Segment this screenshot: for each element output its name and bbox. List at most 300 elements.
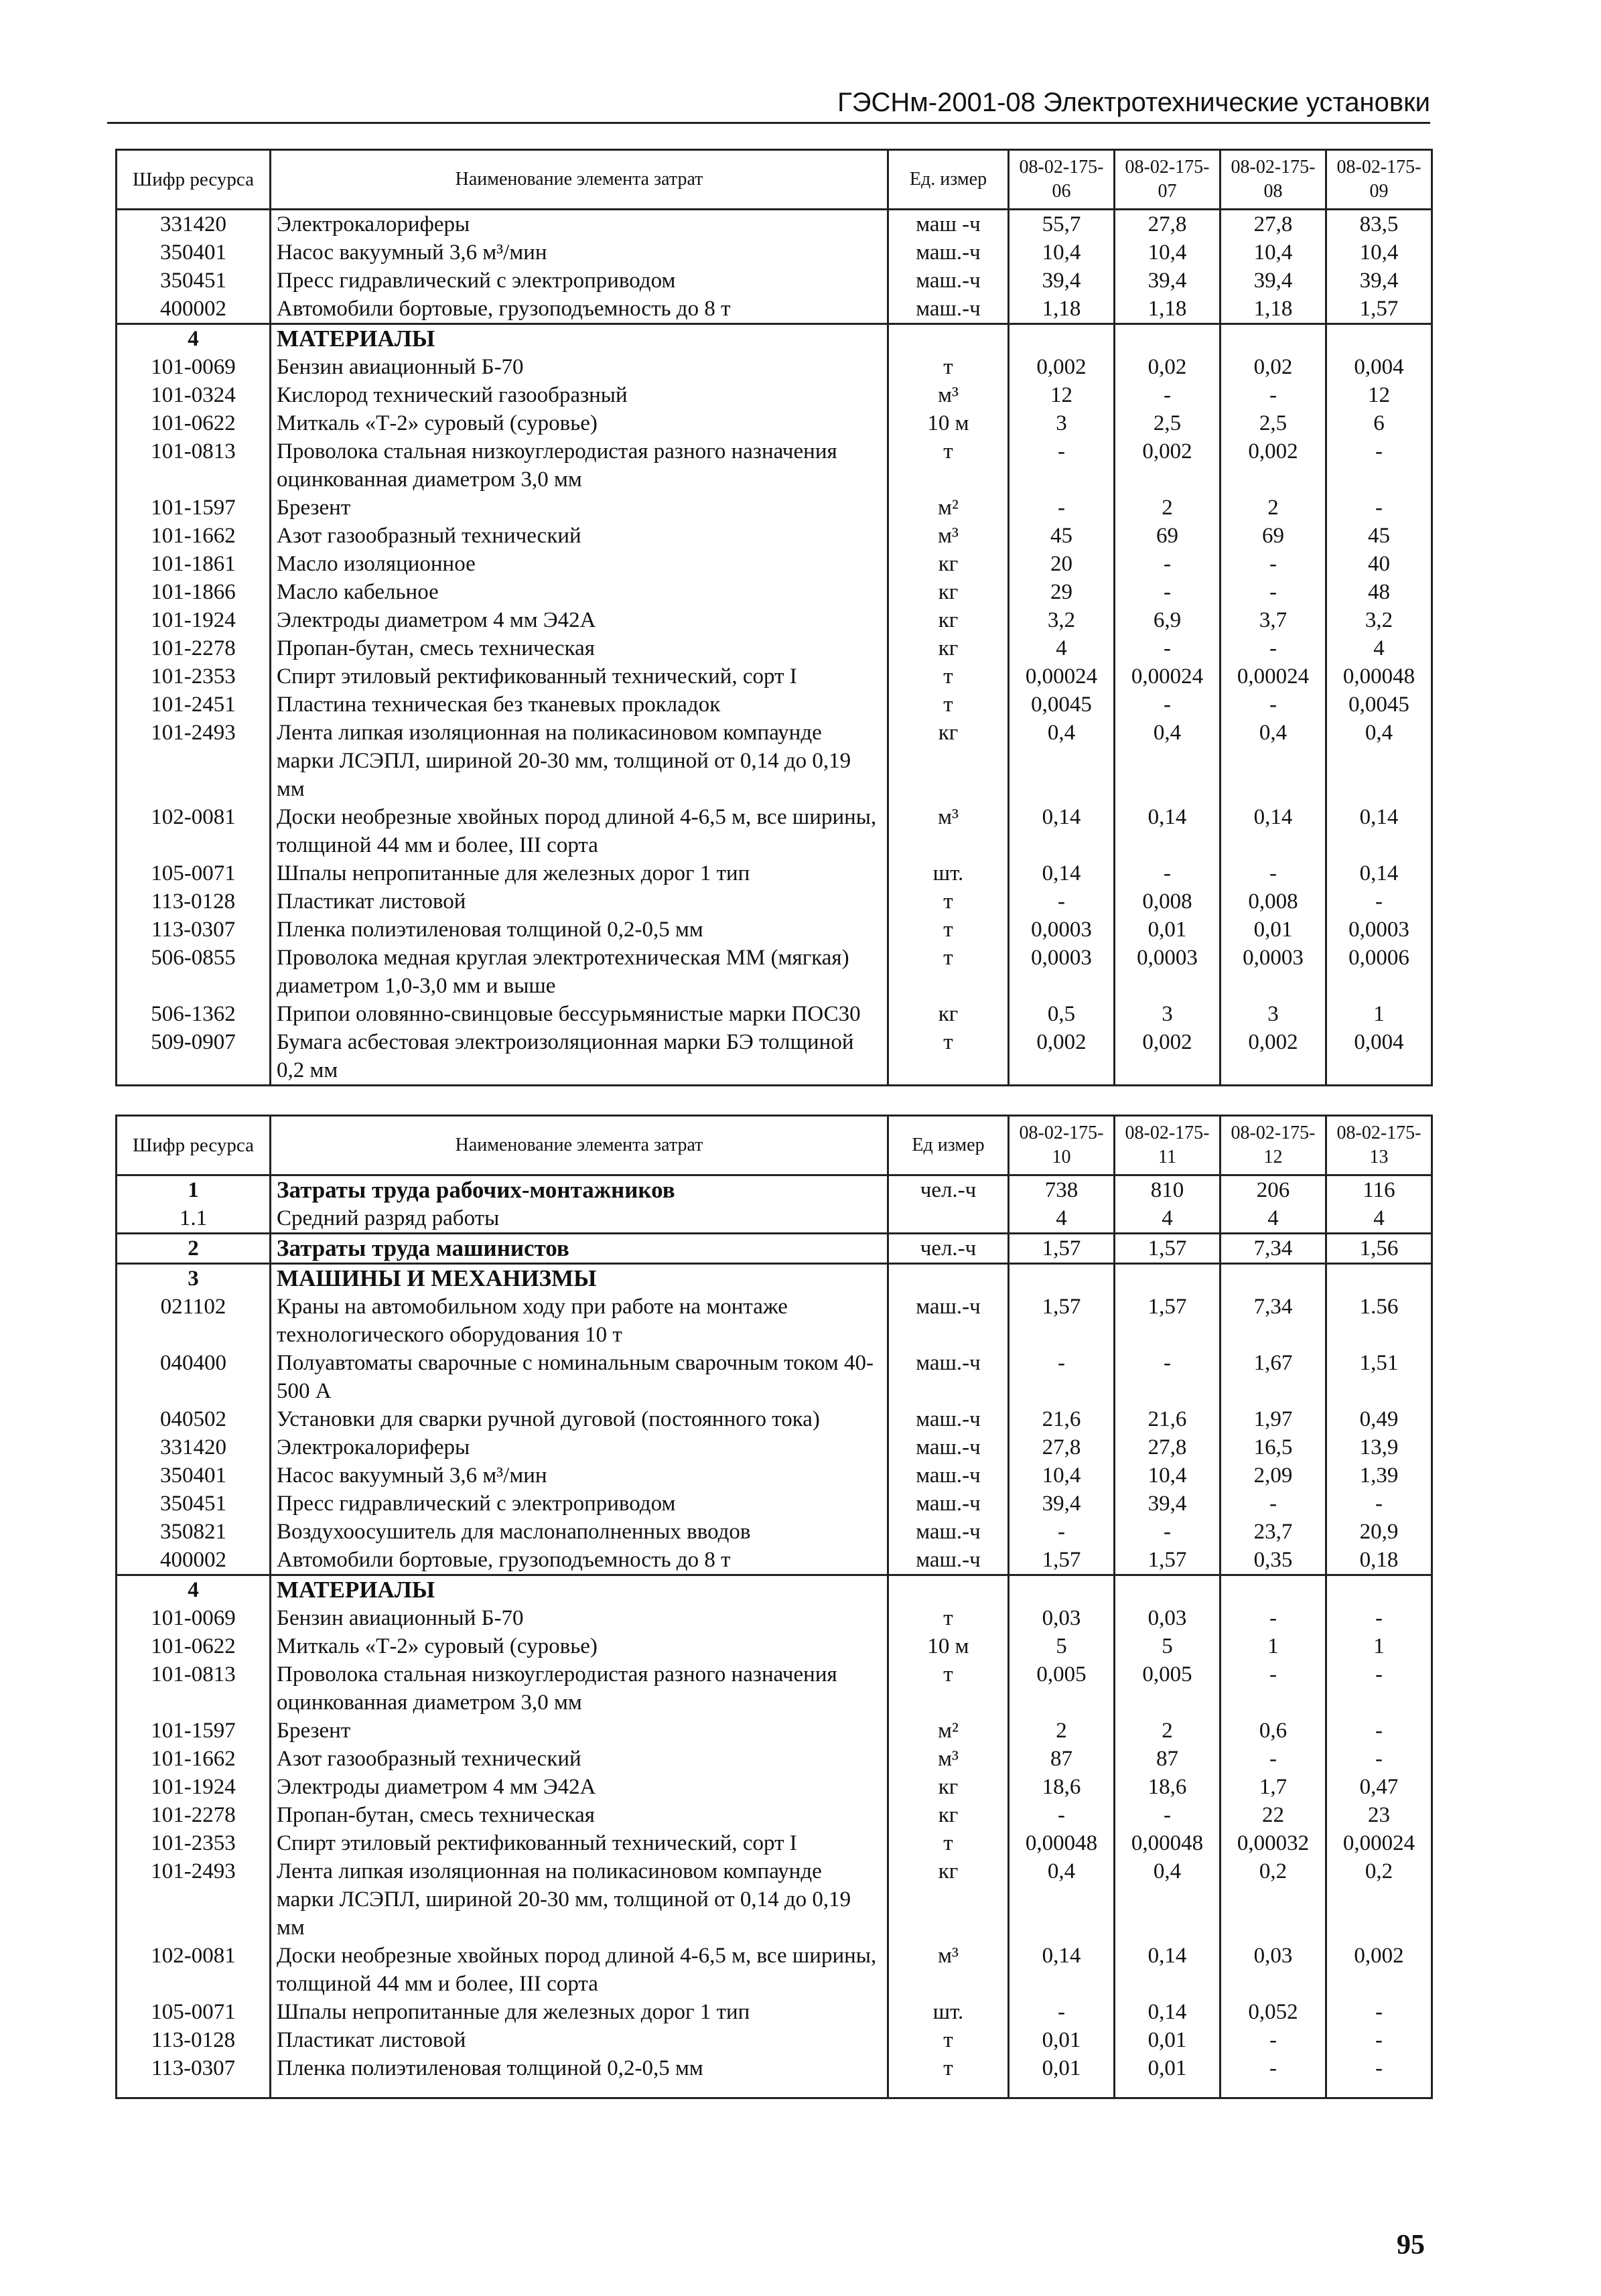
resource-unit: м² [888, 1717, 1009, 1745]
norm-value [1009, 324, 1115, 354]
table-row [117, 1518, 1432, 1546]
resource-unit: маш.-ч [888, 1349, 1009, 1405]
resource-name: Электрокалориферы [271, 210, 888, 239]
resource-unit: т [888, 2054, 1009, 2098]
table-row [117, 1546, 1432, 1575]
norm-value: - [1009, 1998, 1115, 2026]
norm-value [1115, 1575, 1221, 1605]
resource-code: 101-1924 [117, 1773, 271, 1801]
resource-code: 105-0071 [117, 1998, 271, 2026]
resource-name: Проволока стальная низкоуглеродистая разного назначения оцинкованная диаметром 3,0 мм [271, 437, 888, 494]
resource-name: Доски необрезные хвойных пород длиной 4-6,5 м, все ширины, толщиной 44 мм и более, III сорта [271, 1942, 888, 1998]
norm-value: 29 [1009, 578, 1115, 606]
norm-value: - [1326, 2054, 1432, 2098]
norm-value: - [1326, 437, 1432, 494]
norm-value: 0,01 [1221, 916, 1326, 944]
resource-code: 1 [117, 1175, 271, 1205]
col-header-norm: 08-02-175-12 [1221, 1116, 1326, 1175]
norm-value: - [1221, 1490, 1326, 1518]
norm-value: 3 [1221, 1000, 1326, 1028]
resource-table-2 [115, 1115, 1433, 2099]
norm-value: - [1326, 1490, 1432, 1518]
resource-name: МАТЕРИАЛЫ [271, 1575, 888, 1605]
norm-value: - [1115, 859, 1221, 887]
norm-value: - [1115, 550, 1221, 578]
norm-value: 1,57 [1009, 1546, 1115, 1575]
table-row [117, 550, 1432, 578]
norm-value: 0,4 [1221, 719, 1326, 803]
norm-value: - [1326, 494, 1432, 522]
norm-value: 738 [1009, 1175, 1115, 1205]
norm-value [1326, 1264, 1432, 1293]
norm-value: 13,9 [1326, 1433, 1432, 1461]
resource-unit: маш -ч [888, 210, 1009, 239]
norm-value: 0,5 [1009, 1000, 1115, 1028]
norm-value: - [1221, 1604, 1326, 1632]
table-row [117, 210, 1432, 239]
norm-value: 4 [1009, 1204, 1115, 1234]
norm-value: 69 [1115, 522, 1221, 550]
resource-unit: чел.-ч [888, 1234, 1009, 1264]
norm-value: 69 [1221, 522, 1326, 550]
resource-code: 101-2493 [117, 719, 271, 803]
norm-value: 0,0003 [1115, 944, 1221, 1000]
table-header-row [117, 1116, 1432, 1175]
col-header-norm: 08-02-175-06 [1009, 150, 1115, 210]
norm-value: 1,56 [1326, 1234, 1432, 1264]
norm-value: - [1115, 1801, 1221, 1829]
table-header-row [117, 150, 1432, 210]
norm-value: 0,0003 [1009, 944, 1115, 1000]
table-row [117, 1717, 1432, 1745]
norm-value: 5 [1009, 1632, 1115, 1660]
norm-value: 23,7 [1221, 1518, 1326, 1546]
norm-value: 4 [1115, 1204, 1221, 1234]
table-row [117, 887, 1432, 916]
norm-value: 0,00032 [1221, 1829, 1326, 1857]
resource-name: Проволока стальная низкоуглеродистая разного назначения оцинкованная диаметром 3,0 мм [271, 1660, 888, 1717]
table-row [117, 1204, 1432, 1234]
table-body [117, 210, 1432, 1086]
norm-value: 27,8 [1221, 210, 1326, 239]
norm-value: 2,09 [1221, 1461, 1326, 1490]
norm-value: 6 [1326, 409, 1432, 437]
norm-value: 0,14 [1009, 803, 1115, 859]
table-row [117, 1405, 1432, 1433]
resource-name: Установки для сварки ручной дуговой (постоянного тока) [271, 1405, 888, 1433]
resource-name: Затраты труда рабочих-монтажников [271, 1175, 888, 1205]
norm-value: 0,00024 [1221, 662, 1326, 691]
section-row [117, 1234, 1432, 1264]
norm-value: - [1221, 859, 1326, 887]
resource-code: 101-1861 [117, 550, 271, 578]
resource-unit: т [888, 1028, 1009, 1086]
norm-value: 3 [1009, 409, 1115, 437]
norm-value: - [1009, 1801, 1115, 1829]
norm-value: 0,49 [1326, 1405, 1432, 1433]
resource-unit: кг [888, 1801, 1009, 1829]
norm-value: 5 [1115, 1632, 1221, 1660]
resource-unit: маш.-ч [888, 1433, 1009, 1461]
resource-code: 506-1362 [117, 1000, 271, 1028]
table-row [117, 1632, 1432, 1660]
norm-value: 0,0045 [1326, 691, 1432, 719]
resource-code: 350451 [117, 1490, 271, 1518]
resource-unit: кг [888, 1773, 1009, 1801]
col-header-code: Шифр ресурса [117, 1116, 271, 1175]
resource-unit: кг [888, 1000, 1009, 1028]
resource-code: 2 [117, 1234, 271, 1264]
norm-value: 0,14 [1115, 803, 1221, 859]
col-header-code: Шифр ресурса [117, 150, 271, 210]
resource-name: Бензин авиационный Б-70 [271, 353, 888, 381]
norm-value: 0,35 [1221, 1546, 1326, 1575]
col-header-norm: 08-02-175-08 [1221, 150, 1326, 210]
norm-value: 39,4 [1221, 267, 1326, 295]
norm-value: 3 [1115, 1000, 1221, 1028]
norm-value: - [1009, 1349, 1115, 1405]
section-row [117, 1264, 1432, 1293]
norm-value: 0,0045 [1009, 691, 1115, 719]
norm-value: 48 [1326, 578, 1432, 606]
page-number: 95 [1397, 2230, 1425, 2261]
resource-code: 101-2493 [117, 1857, 271, 1942]
col-header-norm: 08-02-175-10 [1009, 1116, 1115, 1175]
table-row [117, 606, 1432, 634]
norm-value: 0,4 [1115, 719, 1221, 803]
resource-name: Средний разряд работы [271, 1204, 888, 1234]
resource-code: 3 [117, 1264, 271, 1293]
resource-name: Спирт этиловый ректификованный технический, сорт I [271, 662, 888, 691]
norm-value: - [1221, 578, 1326, 606]
resource-unit: т [888, 662, 1009, 691]
norm-value: 0,0003 [1326, 916, 1432, 944]
norm-value: 1,57 [1115, 1234, 1221, 1264]
norm-value: - [1221, 2054, 1326, 2098]
resource-unit: маш.-ч [888, 1461, 1009, 1490]
resource-name: Лента липкая изоляционная на поликасиновом компаунде марки ЛСЭПЛ, шириной 20-30 мм, толщиной от 0,14 до 0,19 мм [271, 1857, 888, 1942]
norm-value: 0,01 [1115, 2026, 1221, 2054]
table-row [117, 409, 1432, 437]
table-row [117, 522, 1432, 550]
table-row [117, 1490, 1432, 1518]
resource-code: 331420 [117, 210, 271, 239]
resource-code: 101-1662 [117, 522, 271, 550]
norm-value: - [1009, 887, 1115, 916]
resource-name: Проволока медная круглая электротехническая ММ (мягкая) диаметром 1,0-3,0 мм и выше [271, 944, 888, 1000]
resource-code: 101-0069 [117, 1604, 271, 1632]
resource-name: Пленка полиэтиленовая толщиной 0,2-0,5 мм [271, 2054, 888, 2098]
norm-value: 0,47 [1326, 1773, 1432, 1801]
resource-name: Пластикат листовой [271, 887, 888, 916]
resource-name: Электроды диаметром 4 мм Э42А [271, 606, 888, 634]
resource-name: Масло кабельное [271, 578, 888, 606]
resource-name: Пропан-бутан, смесь техническая [271, 634, 888, 662]
resource-code: 506-0855 [117, 944, 271, 1000]
norm-value: - [1221, 550, 1326, 578]
section-row [117, 1575, 1432, 1605]
resource-name: Электрокалориферы [271, 1433, 888, 1461]
norm-value: 0,01 [1009, 2054, 1115, 2098]
norm-value: 45 [1326, 522, 1432, 550]
resource-unit: т [888, 1829, 1009, 1857]
norm-value: 0,14 [1115, 1942, 1221, 1998]
norm-value: 0,4 [1009, 1857, 1115, 1942]
norm-value: 4 [1221, 1204, 1326, 1234]
norm-value: 0,02 [1221, 353, 1326, 381]
norm-value: 16,5 [1221, 1433, 1326, 1461]
table-row [117, 1745, 1432, 1773]
resource-code: 4 [117, 1575, 271, 1605]
resource-code: 1.1 [117, 1204, 271, 1234]
norm-value: 2 [1115, 1717, 1221, 1745]
norm-value: 39,4 [1009, 267, 1115, 295]
table-row [117, 662, 1432, 691]
resource-name: Пленка полиэтиленовая толщиной 0,2-0,5 мм [271, 916, 888, 944]
norm-value: 0,00024 [1009, 662, 1115, 691]
resource-name: Краны на автомобильном ходу при работе на монтаже технологического оборудования 10 т [271, 1293, 888, 1349]
norm-value: 45 [1009, 522, 1115, 550]
table-row [117, 691, 1432, 719]
resource-code: 021102 [117, 1293, 271, 1349]
norm-value: - [1326, 1660, 1432, 1717]
norm-value: - [1009, 1518, 1115, 1546]
resource-unit: т [888, 1660, 1009, 1717]
norm-value: - [1326, 1717, 1432, 1745]
resource-unit: т [888, 944, 1009, 1000]
norm-value: 27,8 [1115, 210, 1221, 239]
resource-code: 4 [117, 324, 271, 354]
page-header [107, 86, 1430, 124]
norm-value: 0,14 [1326, 803, 1432, 859]
norm-value: 2,5 [1115, 409, 1221, 437]
norm-value: 0,002 [1326, 1942, 1432, 1998]
norm-value: 2,5 [1221, 409, 1326, 437]
norm-value: 6,9 [1115, 606, 1221, 634]
norm-value: 10,4 [1009, 1461, 1115, 1490]
resource-unit: т [888, 1604, 1009, 1632]
resource-table-1 [115, 149, 1433, 1086]
norm-value: 0,01 [1115, 2054, 1221, 2098]
section-row [117, 324, 1432, 354]
norm-value: 2 [1115, 494, 1221, 522]
norm-value: 0,002 [1009, 353, 1115, 381]
table-row [117, 1461, 1432, 1490]
norm-value: 0,14 [1009, 1942, 1115, 1998]
resource-code: 101-2353 [117, 662, 271, 691]
norm-value: 1,18 [1115, 295, 1221, 324]
resource-code: 113-0128 [117, 887, 271, 916]
col-header-norm: 08-02-175-13 [1326, 1116, 1432, 1175]
norm-value: 0,052 [1221, 1998, 1326, 2026]
norm-value: 1,57 [1115, 1546, 1221, 1575]
resource-name: Азот газообразный технический [271, 522, 888, 550]
resource-name: Воздухоосушитель для маслонаполненных вводов [271, 1518, 888, 1546]
norm-value: 4 [1009, 634, 1115, 662]
norm-value: - [1326, 2026, 1432, 2054]
resource-name: Пропан-бутан, смесь техническая [271, 1801, 888, 1829]
norm-value: - [1009, 437, 1115, 494]
resource-code: 101-2451 [117, 691, 271, 719]
norm-value: 1 [1326, 1000, 1432, 1028]
resource-name: Насос вакуумный 3,6 м³/мин [271, 1461, 888, 1490]
norm-value: 0,00048 [1009, 1829, 1115, 1857]
norm-value: 7,34 [1221, 1293, 1326, 1349]
resource-unit: кг [888, 578, 1009, 606]
norm-value: 0,008 [1221, 887, 1326, 916]
norm-value: 0,002 [1009, 1028, 1115, 1086]
norm-value: - [1326, 1745, 1432, 1773]
resource-name: Миткаль «Т-2» суровый (суровье) [271, 1632, 888, 1660]
col-header-name: Наименование элемента затрат [271, 1116, 888, 1175]
norm-value: 10,4 [1326, 238, 1432, 267]
resource-unit: чел.-ч [888, 1175, 1009, 1205]
resource-unit: маш.-ч [888, 1546, 1009, 1575]
norm-value: 1,57 [1326, 295, 1432, 324]
norm-value: 10,4 [1009, 238, 1115, 267]
norm-value: 0,00024 [1326, 1829, 1432, 1857]
resource-unit [888, 1264, 1009, 1293]
table-row [117, 1857, 1432, 1942]
norm-value: - [1115, 578, 1221, 606]
resource-unit: м³ [888, 1942, 1009, 1998]
table-row [117, 437, 1432, 494]
norm-value: - [1115, 1349, 1221, 1405]
resource-code: 101-0622 [117, 1632, 271, 1660]
norm-value: 0,005 [1009, 1660, 1115, 1717]
resource-code: 101-2353 [117, 1829, 271, 1857]
resource-code: 101-2278 [117, 1801, 271, 1829]
resource-unit: т [888, 916, 1009, 944]
resource-name: Азот газообразный технический [271, 1745, 888, 1773]
resource-code: 350821 [117, 1518, 271, 1546]
resource-name: Бумага асбестовая электроизоляционная марки БЭ толщиной 0,2 мм [271, 1028, 888, 1086]
norm-value: 39,4 [1326, 267, 1432, 295]
table-row [117, 634, 1432, 662]
norm-value: 3,7 [1221, 606, 1326, 634]
norm-value: 40 [1326, 550, 1432, 578]
table-row [117, 295, 1432, 324]
resource-unit: маш.-ч [888, 1518, 1009, 1546]
norm-value: 12 [1009, 381, 1115, 409]
resource-name: Электроды диаметром 4 мм Э42А [271, 1773, 888, 1801]
resource-name: Автомобили бортовые, грузоподъемность до 8 т [271, 1546, 888, 1575]
norm-value: 3,2 [1326, 606, 1432, 634]
resource-code: 101-0069 [117, 353, 271, 381]
table-row [117, 1028, 1432, 1086]
table-row [117, 381, 1432, 409]
resource-unit: шт. [888, 1998, 1009, 2026]
table-row [117, 238, 1432, 267]
table-row [117, 1801, 1432, 1829]
norm-value: - [1221, 634, 1326, 662]
resource-code: 101-1662 [117, 1745, 271, 1773]
table-row [117, 719, 1432, 803]
table-row [117, 1000, 1432, 1028]
col-header-norm: 08-02-175-09 [1326, 150, 1432, 210]
resource-unit: 10 м [888, 1632, 1009, 1660]
resource-name: Шпалы непропитанные для железных дорог 1 тип [271, 1998, 888, 2026]
resource-name: МАШИНЫ И МЕХАНИЗМЫ [271, 1264, 888, 1293]
norm-value: 1,7 [1221, 1773, 1326, 1801]
table-row [117, 1829, 1432, 1857]
resource-name: Бензин авиационный Б-70 [271, 1604, 888, 1632]
table-row [117, 2026, 1432, 2054]
norm-value: 39,4 [1115, 267, 1221, 295]
resource-name: Брезент [271, 1717, 888, 1745]
resource-unit: т [888, 353, 1009, 381]
norm-value: 0,03 [1221, 1942, 1326, 1998]
norm-value: 27,8 [1009, 1433, 1115, 1461]
resource-unit: м³ [888, 1745, 1009, 1773]
resource-unit: т [888, 2026, 1009, 2054]
norm-value: 21,6 [1009, 1405, 1115, 1433]
norm-value: - [1221, 1745, 1326, 1773]
norm-value: 0,004 [1326, 353, 1432, 381]
col-header-name: Наименование элемента затрат [271, 150, 888, 210]
resource-code: 350401 [117, 238, 271, 267]
table-body [117, 1175, 1432, 2098]
norm-value: - [1221, 381, 1326, 409]
resource-name: Пресс гидравлический с электроприводом [271, 267, 888, 295]
resource-name: Доски необрезные хвойных пород длиной 4-6,5 м, все ширины, толщиной 44 мм и более, III сорта [271, 803, 888, 859]
table-row [117, 578, 1432, 606]
resource-code: 350451 [117, 267, 271, 295]
resource-unit: т [888, 691, 1009, 719]
norm-value: 22 [1221, 1801, 1326, 1829]
table-row [117, 944, 1432, 1000]
norm-value: 0,00048 [1115, 1829, 1221, 1857]
norm-value: 0,0003 [1221, 944, 1326, 1000]
norm-value: - [1115, 381, 1221, 409]
norm-value: 0,4 [1115, 1857, 1221, 1942]
resource-name: Брезент [271, 494, 888, 522]
norm-value: 810 [1115, 1175, 1221, 1205]
col-header-unit: Ед измер [888, 1116, 1009, 1175]
norm-value: 10,4 [1115, 238, 1221, 267]
resource-name: МАТЕРИАЛЫ [271, 324, 888, 354]
resource-code: 101-1597 [117, 494, 271, 522]
resource-code: 040400 [117, 1349, 271, 1405]
norm-value: 0,002 [1221, 1028, 1326, 1086]
norm-value [1221, 1575, 1326, 1605]
resource-unit: шт. [888, 859, 1009, 887]
resource-code: 101-1866 [117, 578, 271, 606]
resource-code: 400002 [117, 1546, 271, 1575]
norm-value: 0,002 [1221, 437, 1326, 494]
resource-name: Автомобили бортовые, грузоподъемность до 8 т [271, 295, 888, 324]
norm-value: 1,97 [1221, 1405, 1326, 1433]
table-row [117, 494, 1432, 522]
norm-value: 0,0003 [1009, 916, 1115, 944]
resource-code: 040502 [117, 1405, 271, 1433]
norm-value: 21,6 [1115, 1405, 1221, 1433]
norm-value: 10,4 [1221, 238, 1326, 267]
norm-value: 1,51 [1326, 1349, 1432, 1405]
resource-unit: м² [888, 494, 1009, 522]
norm-value: 0,14 [1221, 803, 1326, 859]
table-row [117, 2054, 1432, 2098]
col-header-unit: Ед. измер [888, 150, 1009, 210]
resource-code: 113-0307 [117, 2054, 271, 2098]
col-header-norm: 08-02-175-11 [1115, 1116, 1221, 1175]
resource-unit: 10 м [888, 409, 1009, 437]
norm-value: 55,7 [1009, 210, 1115, 239]
resource-name: Лента липкая изоляционная на поликасиновом компаунде марки ЛСЭПЛ, шириной 20-30 мм, толщиной от 0,14 до 0,19 мм [271, 719, 888, 803]
norm-value: - [1009, 494, 1115, 522]
norm-value: 87 [1009, 1745, 1115, 1773]
resource-name: Насос вакуумный 3,6 м³/мин [271, 238, 888, 267]
